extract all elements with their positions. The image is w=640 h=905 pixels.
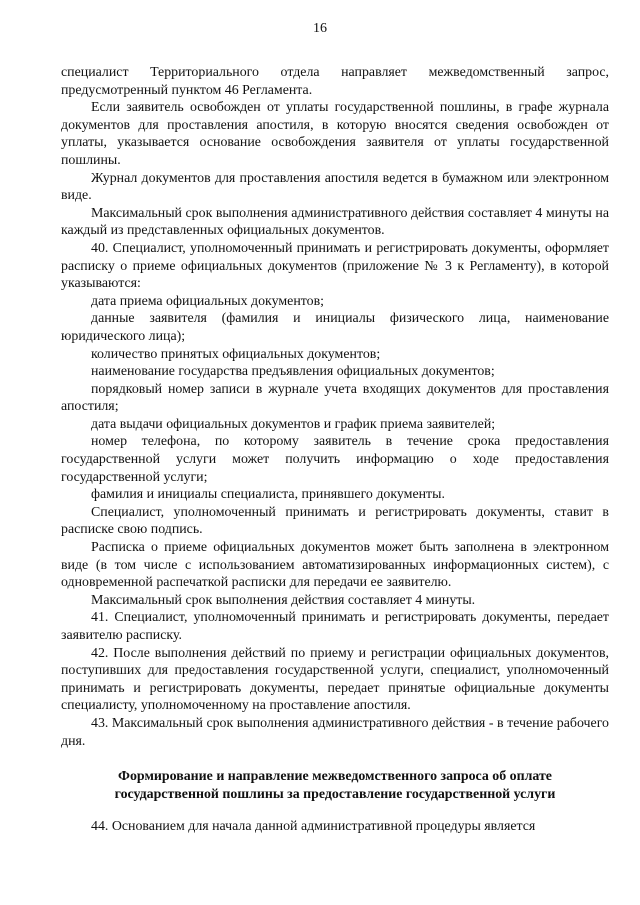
paragraph: Если заявитель освобожден от уплаты государственной пошлины, в графе журнала документов для проставления апостиля, в которую вносятся сведения освобожден от уплаты, указывается основание освобождения заявителя от уплаты государственной пошлины. <box>61 100 609 168</box>
paragraph: Максимальный срок выполнения действия составляет 4 минуты. <box>91 592 476 608</box>
paragraph: Максимальный срок выполнения административного действия составляет 4 минуты на каждый из представленных официальных документов. <box>61 205 609 239</box>
paragraph: Расписка о приеме официальных документов может быть заполнена в электронном виде (в том числе с использованием автоматизированных информационных систем), с одновременной распечаткой расписки для передачи ее заявителю. <box>61 540 609 591</box>
paragraph: 41. Специалист, уполномоченный принимать и регистрировать документы, передает заявителю расписку. <box>61 610 609 643</box>
list-item: фамилия и инициалы специалиста, принявшего документы. <box>91 487 445 503</box>
paragraph: 42. После выполнения действий по приему и регистрации официальных документов, поступивших для предоставления государственной услуги, специалист, уполномоченный принимать и регистрировать документы, передает принятые официальные документы специалисту, уполномоченному на проставление апостиля. <box>61 645 609 714</box>
section-heading-line: государственной пошлины за предоставление государственной услуги <box>114 786 556 802</box>
list-item: дата приема официальных документов; <box>91 293 325 309</box>
paragraph: 40. Специалист, уполномоченный принимать и регистрировать документы, оформляет расписку о приеме официальных документов (приложение № 3 к Регламенту), в которой указываются: <box>61 240 609 292</box>
list-item: данные заявителя (фамилия и инициалы физического лица, наименование юридического лица); <box>61 311 609 344</box>
section-heading-line: Формирование и направление межведомственного запроса об оплате <box>118 769 552 785</box>
list-item: наименование государства предъявления официальных документов; <box>91 364 495 380</box>
paragraph: Специалист, уполномоченный принимать и регистрировать документы, ставит в расписке свою подпись. <box>61 504 609 538</box>
paragraph: Журнал документов для проставления апостиля ведется в бумажном или электронном виде. <box>61 170 609 204</box>
list-item: количество принятых официальных документов; <box>91 346 381 362</box>
paragraph: 44. Основанием для начала данной административной процедуры является <box>91 819 536 835</box>
paragraph: специалист Территориального отдела направляет межведомственный запрос, предусмотренный пунктом 46 Регламента. <box>61 65 609 98</box>
list-item: дата выдачи официальных документов и график приема заявителей; <box>91 416 496 432</box>
section-heading <box>61 768 609 803</box>
page-number: 16 <box>313 21 327 36</box>
list-item: порядковый номер записи в журнале учета входящих документов для проставления апостиля; <box>61 381 609 415</box>
list-item: номер телефона, по которому заявитель в течение срока предоставления государственной услуги может получить информацию о ходе предоставления государственной услуги; <box>61 434 609 485</box>
paragraph: 43. Максимальный срок выполнения административного действия - в течение рабочего дня. <box>61 715 609 749</box>
document-body <box>61 64 609 836</box>
